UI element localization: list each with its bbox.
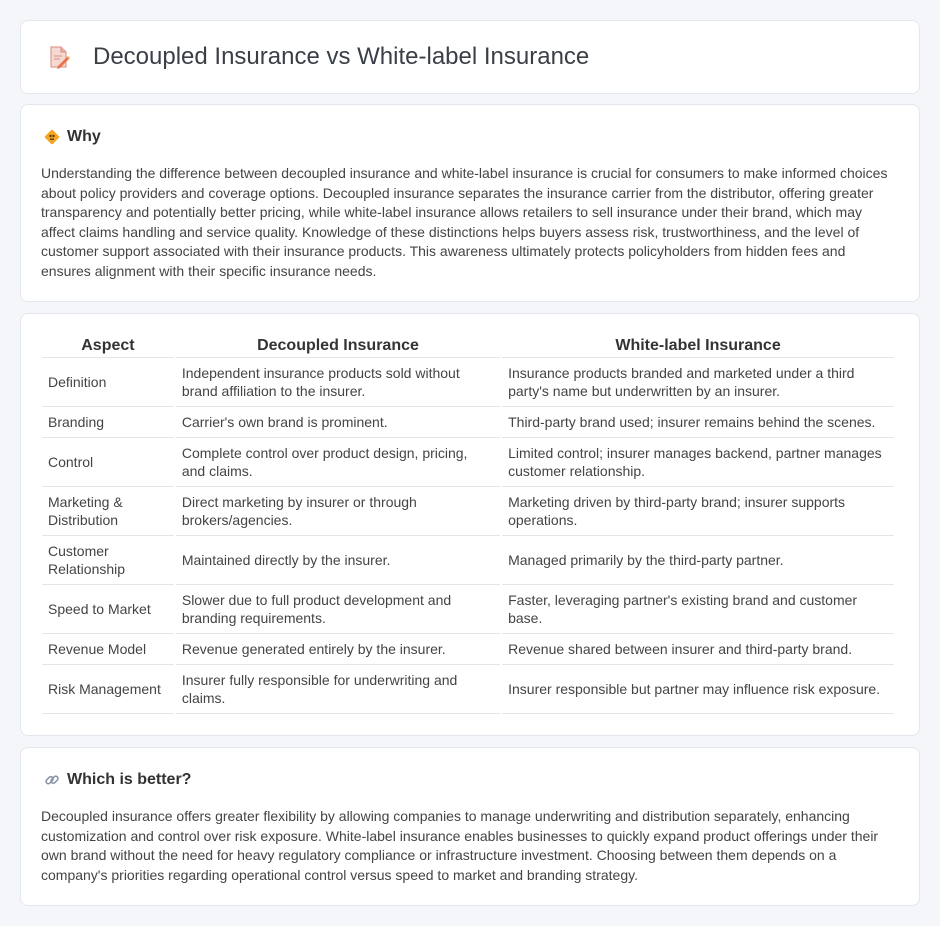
row-aspect: Risk Management xyxy=(42,665,174,714)
better-text: Decoupled insurance offers greater flexibility by allowing companies to manage underwriting and distribution separately, enhancing customization and control over risk exposure. White-label insurance enables businesses to quickly expand product offerings under their own brand without the need for heavy regulatory compliance or infrastructure investment. Choosing between them depends on a company's priorities regarding operational control versus speed to market and branding strategy. xyxy=(41,808,879,883)
document-pen-icon xyxy=(47,45,71,69)
header-aspect: Aspect xyxy=(42,332,174,358)
why-section xyxy=(20,104,920,302)
table-row xyxy=(42,438,894,487)
table-row xyxy=(42,407,894,438)
page-title: Decoupled Insurance vs White-label Insurance xyxy=(93,43,590,70)
row-white-label: Faster, leveraging partner's existing brand and customer base. xyxy=(502,585,894,634)
which-is-better-section xyxy=(20,747,920,906)
title-card xyxy=(20,20,920,94)
row-decoupled: Slower due to full product development and branding requirements. xyxy=(176,585,500,634)
row-decoupled: Direct marketing by insurer or through brokers/agencies. xyxy=(176,487,500,536)
why-heading: Why xyxy=(67,128,101,145)
row-white-label: Marketing driven by third-party brand; insurer supports operations. xyxy=(502,487,894,536)
row-decoupled: Revenue generated entirely by the insurer. xyxy=(176,634,500,665)
row-white-label: Insurer responsible but partner may influence risk exposure. xyxy=(502,665,894,714)
table-row xyxy=(42,585,894,634)
table-row xyxy=(42,358,894,407)
table-row xyxy=(42,665,894,714)
row-decoupled: Insurer fully responsible for underwriting and claims. xyxy=(176,665,500,714)
row-decoupled: Complete control over product design, pricing, and claims. xyxy=(176,438,500,487)
comparison-table-card xyxy=(20,313,920,736)
row-aspect: Marketing & Distribution xyxy=(42,487,174,536)
link-icon xyxy=(43,771,61,789)
row-aspect: Definition xyxy=(42,358,174,407)
table-row xyxy=(42,536,894,585)
row-white-label: Third-party brand used; insurer remains behind the scenes. xyxy=(502,407,894,438)
why-heading-row xyxy=(43,127,899,147)
diamond-sign-icon xyxy=(43,128,61,146)
row-aspect: Customer Relationship xyxy=(42,536,174,585)
better-heading-row xyxy=(43,770,899,790)
header-white-label: White-label Insurance xyxy=(502,332,894,358)
row-aspect: Branding xyxy=(42,407,174,438)
row-white-label: Insurance products branded and marketed under a third party's name but underwritten by an insurer. xyxy=(502,358,894,407)
comparison-table xyxy=(40,332,896,714)
row-white-label: Managed primarily by the third-party partner. xyxy=(502,536,894,585)
row-aspect: Speed to Market xyxy=(42,585,174,634)
why-text: Understanding the difference between decoupled insurance and white-label insurance is crucial for consumers to make informed choices about policy providers and coverage options. Decoupled insurance separates the insurance carrier from the distributor, offering greater transparency and potentially better pricing, while white-label insurance allows retailers to sell insurance under their brand, which may affect claims handling and service quality. Knowledge of these distinctions helps buyers assess risk, trustworthiness, and the level of customer support associated with their insurance products. This awareness ultimately protects policyholders from hidden fees and ensures alignment with their specific insurance needs. xyxy=(41,165,888,279)
row-white-label: Revenue shared between insurer and third-party brand. xyxy=(502,634,894,665)
row-decoupled: Maintained directly by the insurer. xyxy=(176,536,500,585)
row-white-label: Limited control; insurer manages backend, partner manages customer relationship. xyxy=(502,438,894,487)
better-heading: Which is better? xyxy=(67,771,192,788)
table-row xyxy=(42,634,894,665)
row-decoupled: Independent insurance products sold without brand affiliation to the insurer. xyxy=(176,358,500,407)
row-aspect: Control xyxy=(42,438,174,487)
row-aspect: Revenue Model xyxy=(42,634,174,665)
row-decoupled: Carrier's own brand is prominent. xyxy=(176,407,500,438)
header-decoupled: Decoupled Insurance xyxy=(176,332,500,358)
table-row xyxy=(42,487,894,536)
table-header-row xyxy=(42,332,894,358)
